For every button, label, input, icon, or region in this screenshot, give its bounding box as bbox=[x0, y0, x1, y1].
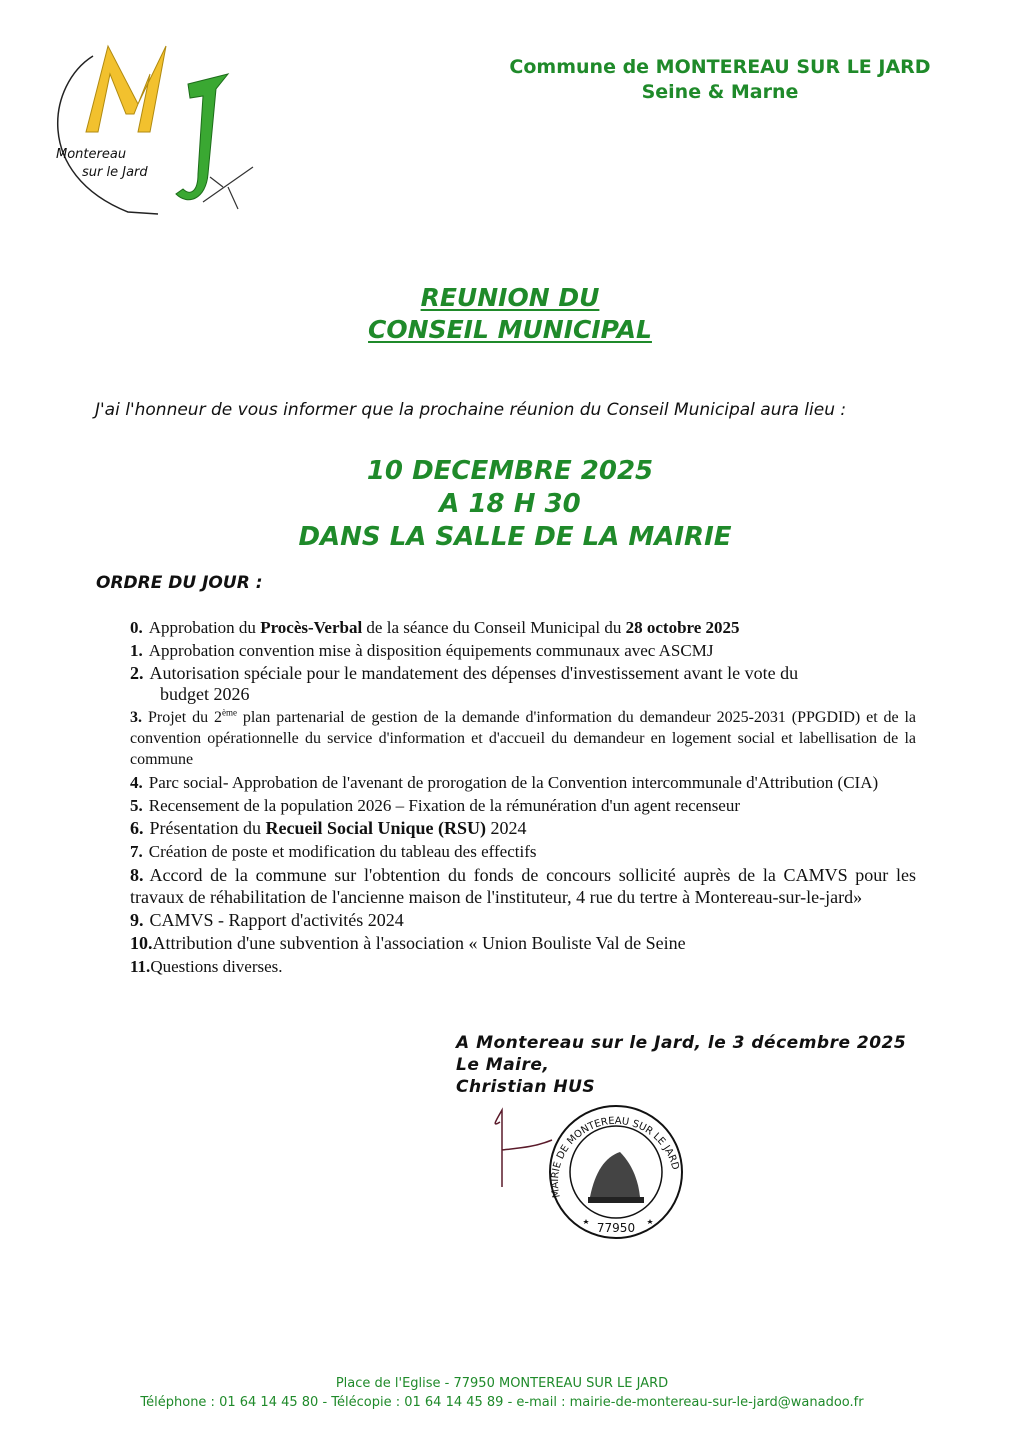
agenda-item: 9. CAMVS - Rapport d'activités 2024 bbox=[130, 910, 404, 930]
mairie-stamp bbox=[550, 1106, 682, 1238]
page-title bbox=[300, 282, 720, 346]
logo-line2: sur le Jard bbox=[82, 165, 148, 180]
stamp-postcode: 77950 bbox=[596, 1221, 636, 1235]
footer-address: Place de l'Eglise - 77950 MONTEREAU SUR LE JARD bbox=[335, 1376, 669, 1391]
logo-j-shape bbox=[176, 74, 228, 200]
logo-graphic bbox=[38, 34, 263, 219]
plane-icon bbox=[203, 167, 253, 209]
agenda-item: 7. Création de poste et modification du tableau des effectifs bbox=[130, 842, 537, 861]
department: Seine & Marne bbox=[641, 81, 799, 103]
commune-name: Commune de MONTEREAU SUR LE JARD bbox=[509, 56, 931, 78]
agenda-item: 6. Présentation du Recueil Social Unique (RSU) 2024 bbox=[130, 818, 527, 838]
meeting-place: DANS LA SALLE DE LA MAIRIE bbox=[298, 522, 732, 552]
agenda-heading: ORDRE DU JOUR : bbox=[96, 573, 263, 593]
signature-role: Le Maire, bbox=[456, 1055, 550, 1075]
agenda-item: 1. Approbation convention mise à disposition équipements communaux avec ASCMJ bbox=[130, 641, 714, 660]
footer-contact: Téléphone : 01 64 14 45 80 - Télécopie : 01 64 14 45 89 - e-mail : mairie-de-montereau-sur-le-jard@wanadoo.fr bbox=[140, 1395, 864, 1410]
agenda-item: 3. Projet du 2ème plan partenarial de gestion de la demande d'information du demandeur 2025-2031 (PPGDID) et de la convention opérationnelle du service d'information et d'accueil du demandeur en logement social et labellisation de la commune bbox=[130, 707, 917, 768]
meeting-details bbox=[260, 455, 760, 554]
meeting-time: A 18 H 30 bbox=[439, 489, 581, 519]
signature-name: Christian HUS bbox=[456, 1077, 596, 1097]
agenda-item: 10.Attribution d'une subvention à l'association « Union Bouliste Val de Seine bbox=[130, 933, 686, 953]
logo-m-shape bbox=[86, 46, 166, 132]
meeting-date: 10 DECEMBRE 2025 bbox=[366, 456, 654, 486]
title-line1: REUNION DU bbox=[420, 283, 600, 312]
agenda-item-continuation: budget 2026 bbox=[160, 684, 250, 704]
agenda-item: 5. Recensement de la population 2026 – Fixation de la rémunération d'un agent recenseur bbox=[130, 796, 741, 815]
agenda-item: 11.Questions diverses. bbox=[130, 957, 283, 976]
signature-and-stamp bbox=[480, 1102, 700, 1242]
signature-place-date: A Montereau sur le Jard, le 3 décembre 2025 bbox=[456, 1033, 907, 1053]
logo-line1: Montereau bbox=[56, 147, 127, 162]
commune-logo bbox=[38, 34, 263, 219]
agenda-item: 2. Autorisation spéciale pour le mandatement des dépenses d'investissement avant le vote du budget 2026 bbox=[130, 663, 916, 705]
title-line2: CONSEIL MUNICIPAL bbox=[368, 315, 652, 344]
intro-text: J'ai l'honneur de vous informer que la prochaine réunion du Conseil Municipal aura lieu : bbox=[95, 400, 847, 420]
signature-block bbox=[456, 1032, 906, 1098]
agenda-item: 4. Parc social- Approbation de l'avenant de prorogation de la Convention intercommunale d'Attribution (CIA) bbox=[130, 773, 879, 792]
handwritten-signature bbox=[495, 1110, 552, 1187]
stamp-ring-text: MAIRIE DE MONTEREAU SUR LE JARD bbox=[549, 1115, 681, 1199]
agenda-item: 0. Approbation du Procès-Verbal de la séance du Conseil Municipal du 28 octobre 2025 bbox=[130, 618, 740, 637]
agenda-item: 8. Accord de la commune sur l'obtention du fonds de concours sollicité auprès de la CAMVS pour les travaux de réhabilitation de l'ancienne maison de l'instituteur, 4 rue du tertre à Montereau-sur-le-jard» bbox=[130, 865, 916, 907]
agenda-list bbox=[130, 617, 916, 979]
